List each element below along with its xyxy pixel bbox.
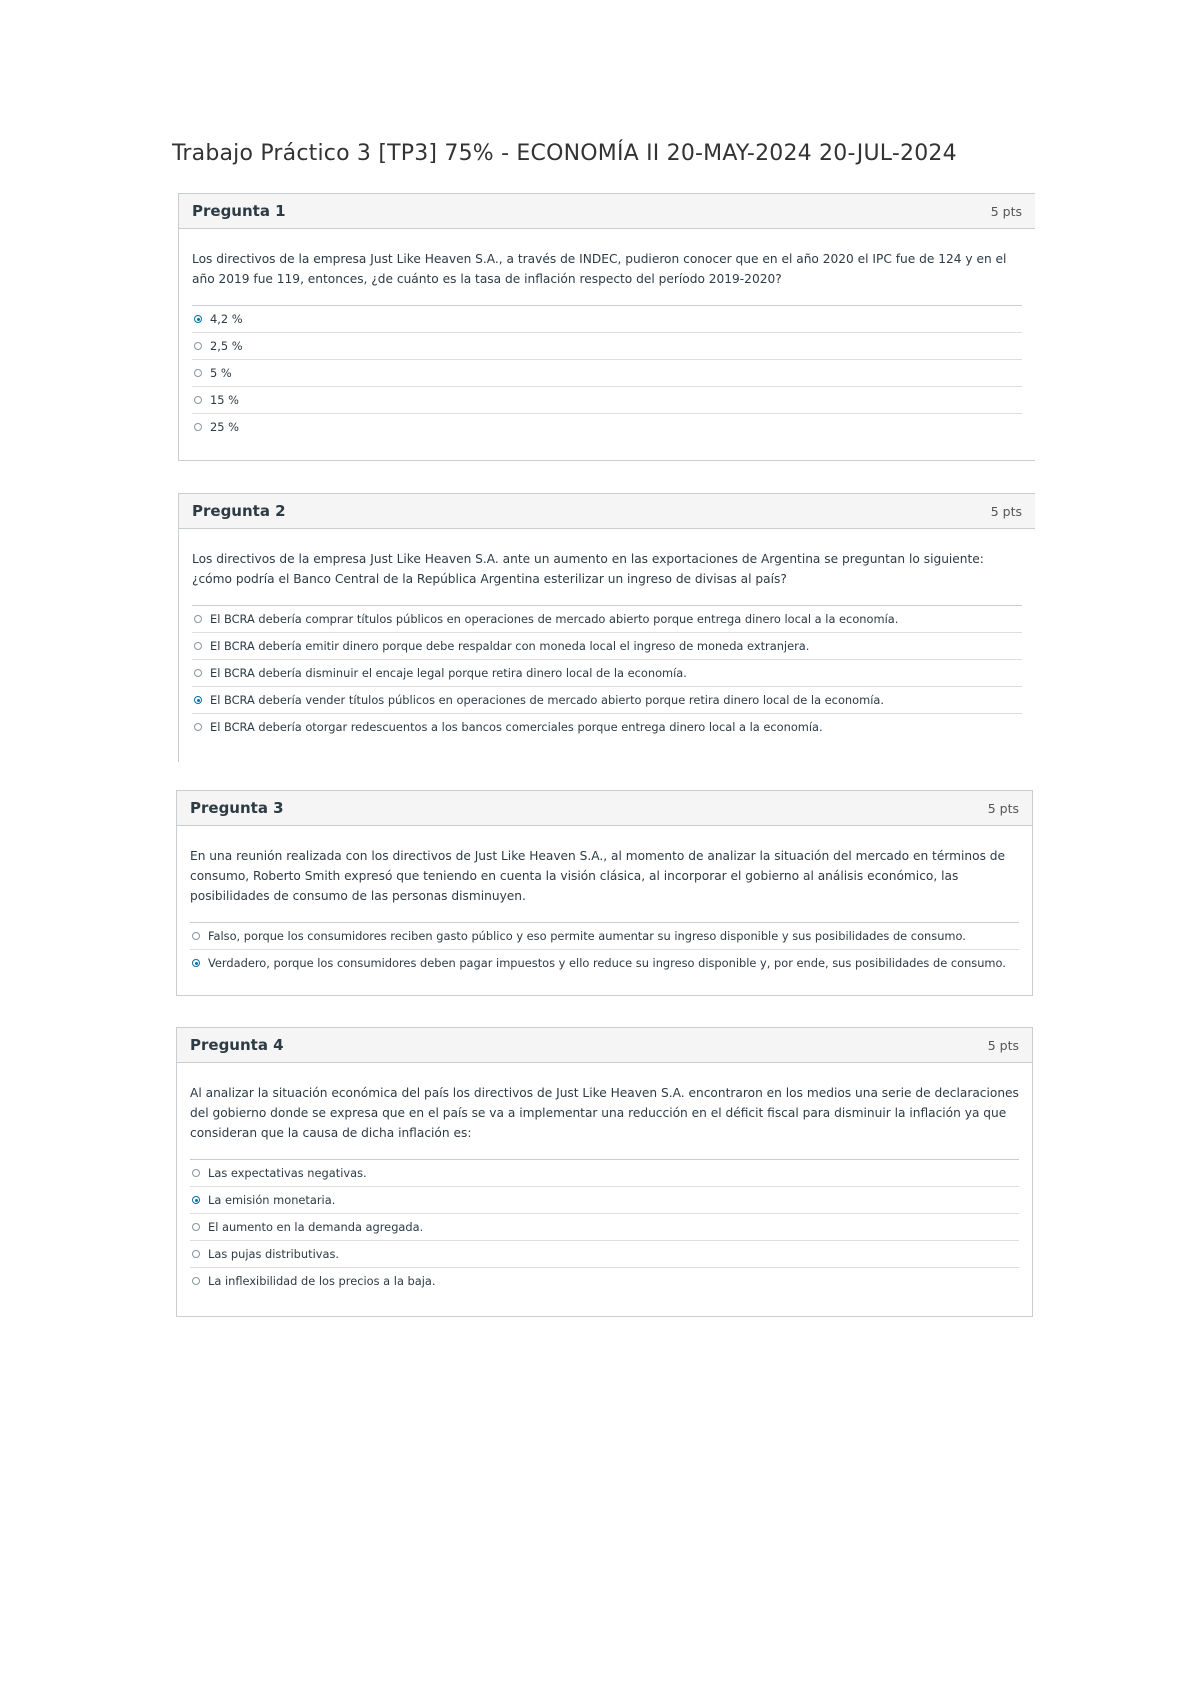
answer-option[interactable] [192,386,1022,413]
answer-option[interactable] [190,949,1019,976]
radio-unchecked-icon[interactable] [194,669,202,677]
question-title: Pregunta 1 [192,202,286,220]
answer-label: El BCRA debería disminuir el encaje legal porque retira dinero local de la economía. [210,666,687,680]
answer-list [190,922,1019,976]
answer-option[interactable] [192,686,1022,713]
answer-label: El BCRA debería vender títulos públicos en operaciones de mercado abierto porque retira dinero local de la economía. [210,693,884,707]
answer-option[interactable] [190,1159,1019,1186]
question-title: Pregunta 4 [190,1036,284,1054]
answer-list [192,605,1022,740]
answer-label: Las expectativas negativas. [208,1166,367,1180]
answer-label: 25 % [210,420,239,434]
question-text: En una reunión realizada con los directivos de Just Like Heaven S.A., al momento de analizar la situación del mercado en términos de consumo, Roberto Smith expresó que teniendo en cuenta la visión clásica, al incorporar el gobierno al análisis económico, las posibilidades de consumo de las personas disminuyen. [190,849,1006,903]
question-3-card [176,790,1033,996]
question-4-card [176,1027,1033,1317]
question-title: Pregunta 2 [192,502,286,520]
answer-label: El BCRA debería emitir dinero porque debe respaldar con moneda local el ingreso de moneda extranjera. [210,639,810,653]
answer-list [192,305,1022,440]
answer-option[interactable] [192,659,1022,686]
answer-option[interactable] [192,332,1022,359]
radio-unchecked-icon[interactable] [194,369,202,377]
answer-option[interactable] [190,1186,1019,1213]
answer-label: Falso, porque los consumidores reciben gasto público y eso permite aumentar su ingreso disponible y sus posibilidades de consumo. [208,929,966,943]
answer-option[interactable] [190,1240,1019,1267]
answer-option[interactable] [190,1213,1019,1240]
answer-label: Las pujas distributivas. [208,1247,340,1261]
radio-checked-icon[interactable] [192,959,200,967]
answer-label: 4,2 % [210,312,243,326]
radio-checked-icon[interactable] [192,1196,200,1204]
question-header [179,494,1035,529]
answer-label: El BCRA debería otorgar redescuentos a los bancos comerciales porque entrega dinero local a la economía. [210,720,823,734]
radio-unchecked-icon[interactable] [194,342,202,350]
radio-unchecked-icon[interactable] [194,723,202,731]
question-points: 5 pts [990,203,1022,219]
radio-unchecked-icon[interactable] [192,1277,200,1285]
answer-option[interactable] [192,713,1022,740]
question-header [177,791,1032,826]
answer-option[interactable] [192,305,1022,332]
answer-option[interactable] [192,413,1022,440]
answer-option[interactable] [192,632,1022,659]
answer-option[interactable] [192,605,1022,632]
radio-unchecked-icon[interactable] [192,1250,200,1258]
radio-unchecked-icon[interactable] [192,1223,200,1231]
answer-option[interactable] [190,1267,1019,1294]
question-text: Al analizar la situación económica del país los directivos de Just Like Heaven S.A. encontraron en los medios una serie de declaraciones del gobierno donde se expresa que en el país se va a implementar una reducción en el déficit fiscal para disminuir la inflación ya que consideran que la causa de dicha inflación es: [190,1086,1019,1140]
radio-unchecked-icon[interactable] [192,932,200,940]
radio-checked-icon[interactable] [194,696,202,704]
answer-label: 15 % [210,393,239,407]
question-points: 5 pts [987,800,1019,816]
answer-label: El aumento en la demanda agregada. [208,1220,424,1234]
document-title: Trabajo Práctico 3 [TP3] 75% - ECONOMÍA II 20-MAY-2024 20-JUL-2024 [172,141,957,166]
answer-option[interactable] [190,922,1019,949]
question-points: 5 pts [990,503,1022,519]
radio-checked-icon[interactable] [194,315,202,323]
answer-list [190,1159,1019,1294]
question-header [179,194,1035,229]
question-points: 5 pts [987,1037,1019,1053]
radio-unchecked-icon[interactable] [194,396,202,404]
question-text: Los directivos de la empresa Just Like Heaven S.A., a través de INDEC, pudieron conocer que en el año 2020 el IPC fue de 124 y en el año 2019 fue 119, entonces, ¿de cuánto es la tasa de inflación respecto del período 2019-2020? [192,252,1007,286]
question-text: Los directivos de la empresa Just Like Heaven S.A. ante un aumento en las exportaciones de Argentina se preguntan lo siguiente: ¿cómo podría el Banco Central de la República Argentina esterilizar un ingreso de divisas al país? [192,552,984,586]
radio-unchecked-icon[interactable] [192,1169,200,1177]
radio-unchecked-icon[interactable] [194,642,202,650]
answer-label: Verdadero, porque los consumidores deben pagar impuestos y ello reduce su ingreso disponible y, por ende, sus posibilidades de consumo. [208,956,1006,970]
answer-label: 2,5 % [210,339,243,353]
answer-label: El BCRA debería comprar títulos públicos en operaciones de mercado abierto porque entrega dinero local a la economía. [210,612,899,626]
question-header [177,1028,1032,1063]
question-1-card [178,193,1035,461]
radio-unchecked-icon[interactable] [194,615,202,623]
radio-unchecked-icon[interactable] [194,423,202,431]
question-2-card [178,493,1035,762]
answer-label: La inflexibilidad de los precios a la baja. [208,1274,436,1288]
question-title: Pregunta 3 [190,799,284,817]
answer-option[interactable] [192,359,1022,386]
answer-label: 5 % [210,366,232,380]
answer-label: La emisión monetaria. [208,1193,336,1207]
